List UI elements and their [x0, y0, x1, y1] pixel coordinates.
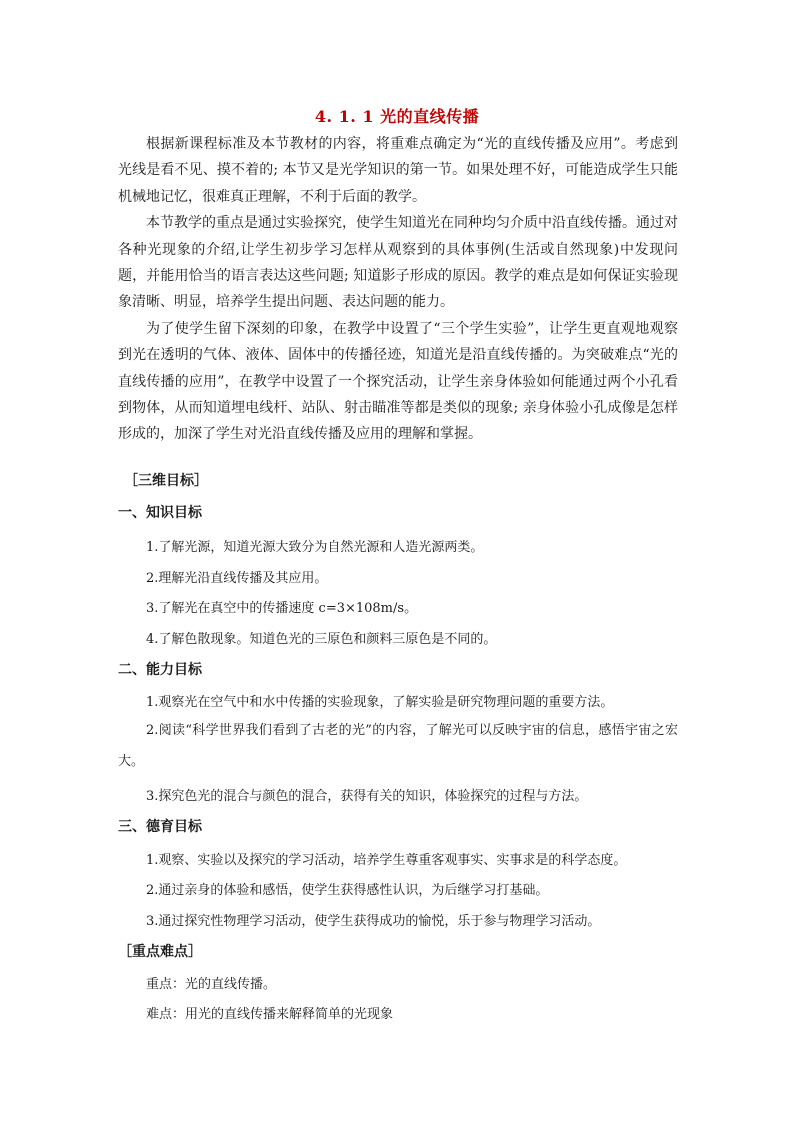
list-item: 1.观察光在空气中和水中传播的实验现象，了解实验是研究物理问题的重要方法。	[146, 695, 614, 710]
list-item: 1.观察、实验以及探究的学习活动，培养学生尊重客观事实、实事求是的科学态度。	[146, 853, 627, 868]
intro-paragraph: 根据新课程标准及本节教材的内容，将重难点确定为“光的直线传播及应用”。考虑到光线是看不见、摸不着的; 本节又是光学知识的第一节。如果处理不好，可能造成学生只能机械地记忆，很难真正理解，不利于后面的教学。	[118, 136, 678, 205]
list-item: 1.了解光源，知道光源大致分为自然光源和人造光源两类。	[146, 540, 484, 555]
section-heading-nengli: 二、能力目标	[118, 662, 202, 678]
intro-section	[118, 131, 678, 448]
list-item: 难点：用光的直线传播来解释简单的光现象	[146, 1007, 394, 1022]
intro-paragraph: 本节教学的重点是通过实验探究，使学生知道光在同种均匀介质中沿直线传播。通过对各种光现象的介绍,让学生初步学习怎样从观察到的具体事例(生活或自然现象)中发现问题，并能用恰当的语言表达这些问题; 知道影子形成的原因。教学的难点是如何保证实验现象清晰、明显，培养学生提出问题、表达问题的能力。	[118, 215, 678, 311]
list-item: 2.理解光沿直线传播及其应用。	[146, 571, 328, 586]
intro-paragraph: 为了使学生留下深刻的印象，在教学中设置了“三个学生实验”，让学生更直观地观察到光在透明的气体、液体、固体中的传播径迹，知道光是沿直线传播的。为突破难点“光的直线传播的应用”，在教学中设置了一个探究活动，让学生亲身体验如何能通过两个小孔看到物体，从而知道埋电线杆、站队、射击瞄准等都是类似的现象; 亲身体验小孔成像是怎样形成的，加深了学生对光沿直线传播及应用的理解和掌握。	[118, 320, 678, 443]
list-item: 2.通过亲身的体验和感悟，使学生获得感性认识，为后继学习打基础。	[146, 883, 549, 898]
page-title: 4. 1. 1 光的直线传播	[314, 107, 480, 126]
list-item: 3.通过探究性物理学习活动，使学生获得成功的愉悦，乐于参与物理学习活动。	[146, 914, 601, 929]
section-heading-deyu: 三、德育目标	[118, 819, 202, 835]
list-item: 4.了解色散现象。知道色光的三原色和颜料三原色是不同的。	[146, 632, 497, 647]
section-heading-zhishi: 一、知识目标	[118, 505, 202, 521]
list-item: 3.探究色光的混合与颜色的混合，获得有关的知识，体验探究的过程与方法。	[146, 789, 588, 804]
section-heading-sanwei: ［三维目标］	[124, 473, 208, 489]
list-item: 3.了解光在真空中的传播速度 c=3×108m/s。	[146, 601, 418, 616]
list-item: 2.阅读“科学世界我们看到了古老的光”的内容，了解光可以反映宇宙的信息，感悟宇宙之宏大。	[118, 723, 678, 769]
section-heading-zhongnan: ［重点难点］	[118, 944, 202, 960]
list-item: 重点：光的直线传播。	[146, 977, 277, 992]
